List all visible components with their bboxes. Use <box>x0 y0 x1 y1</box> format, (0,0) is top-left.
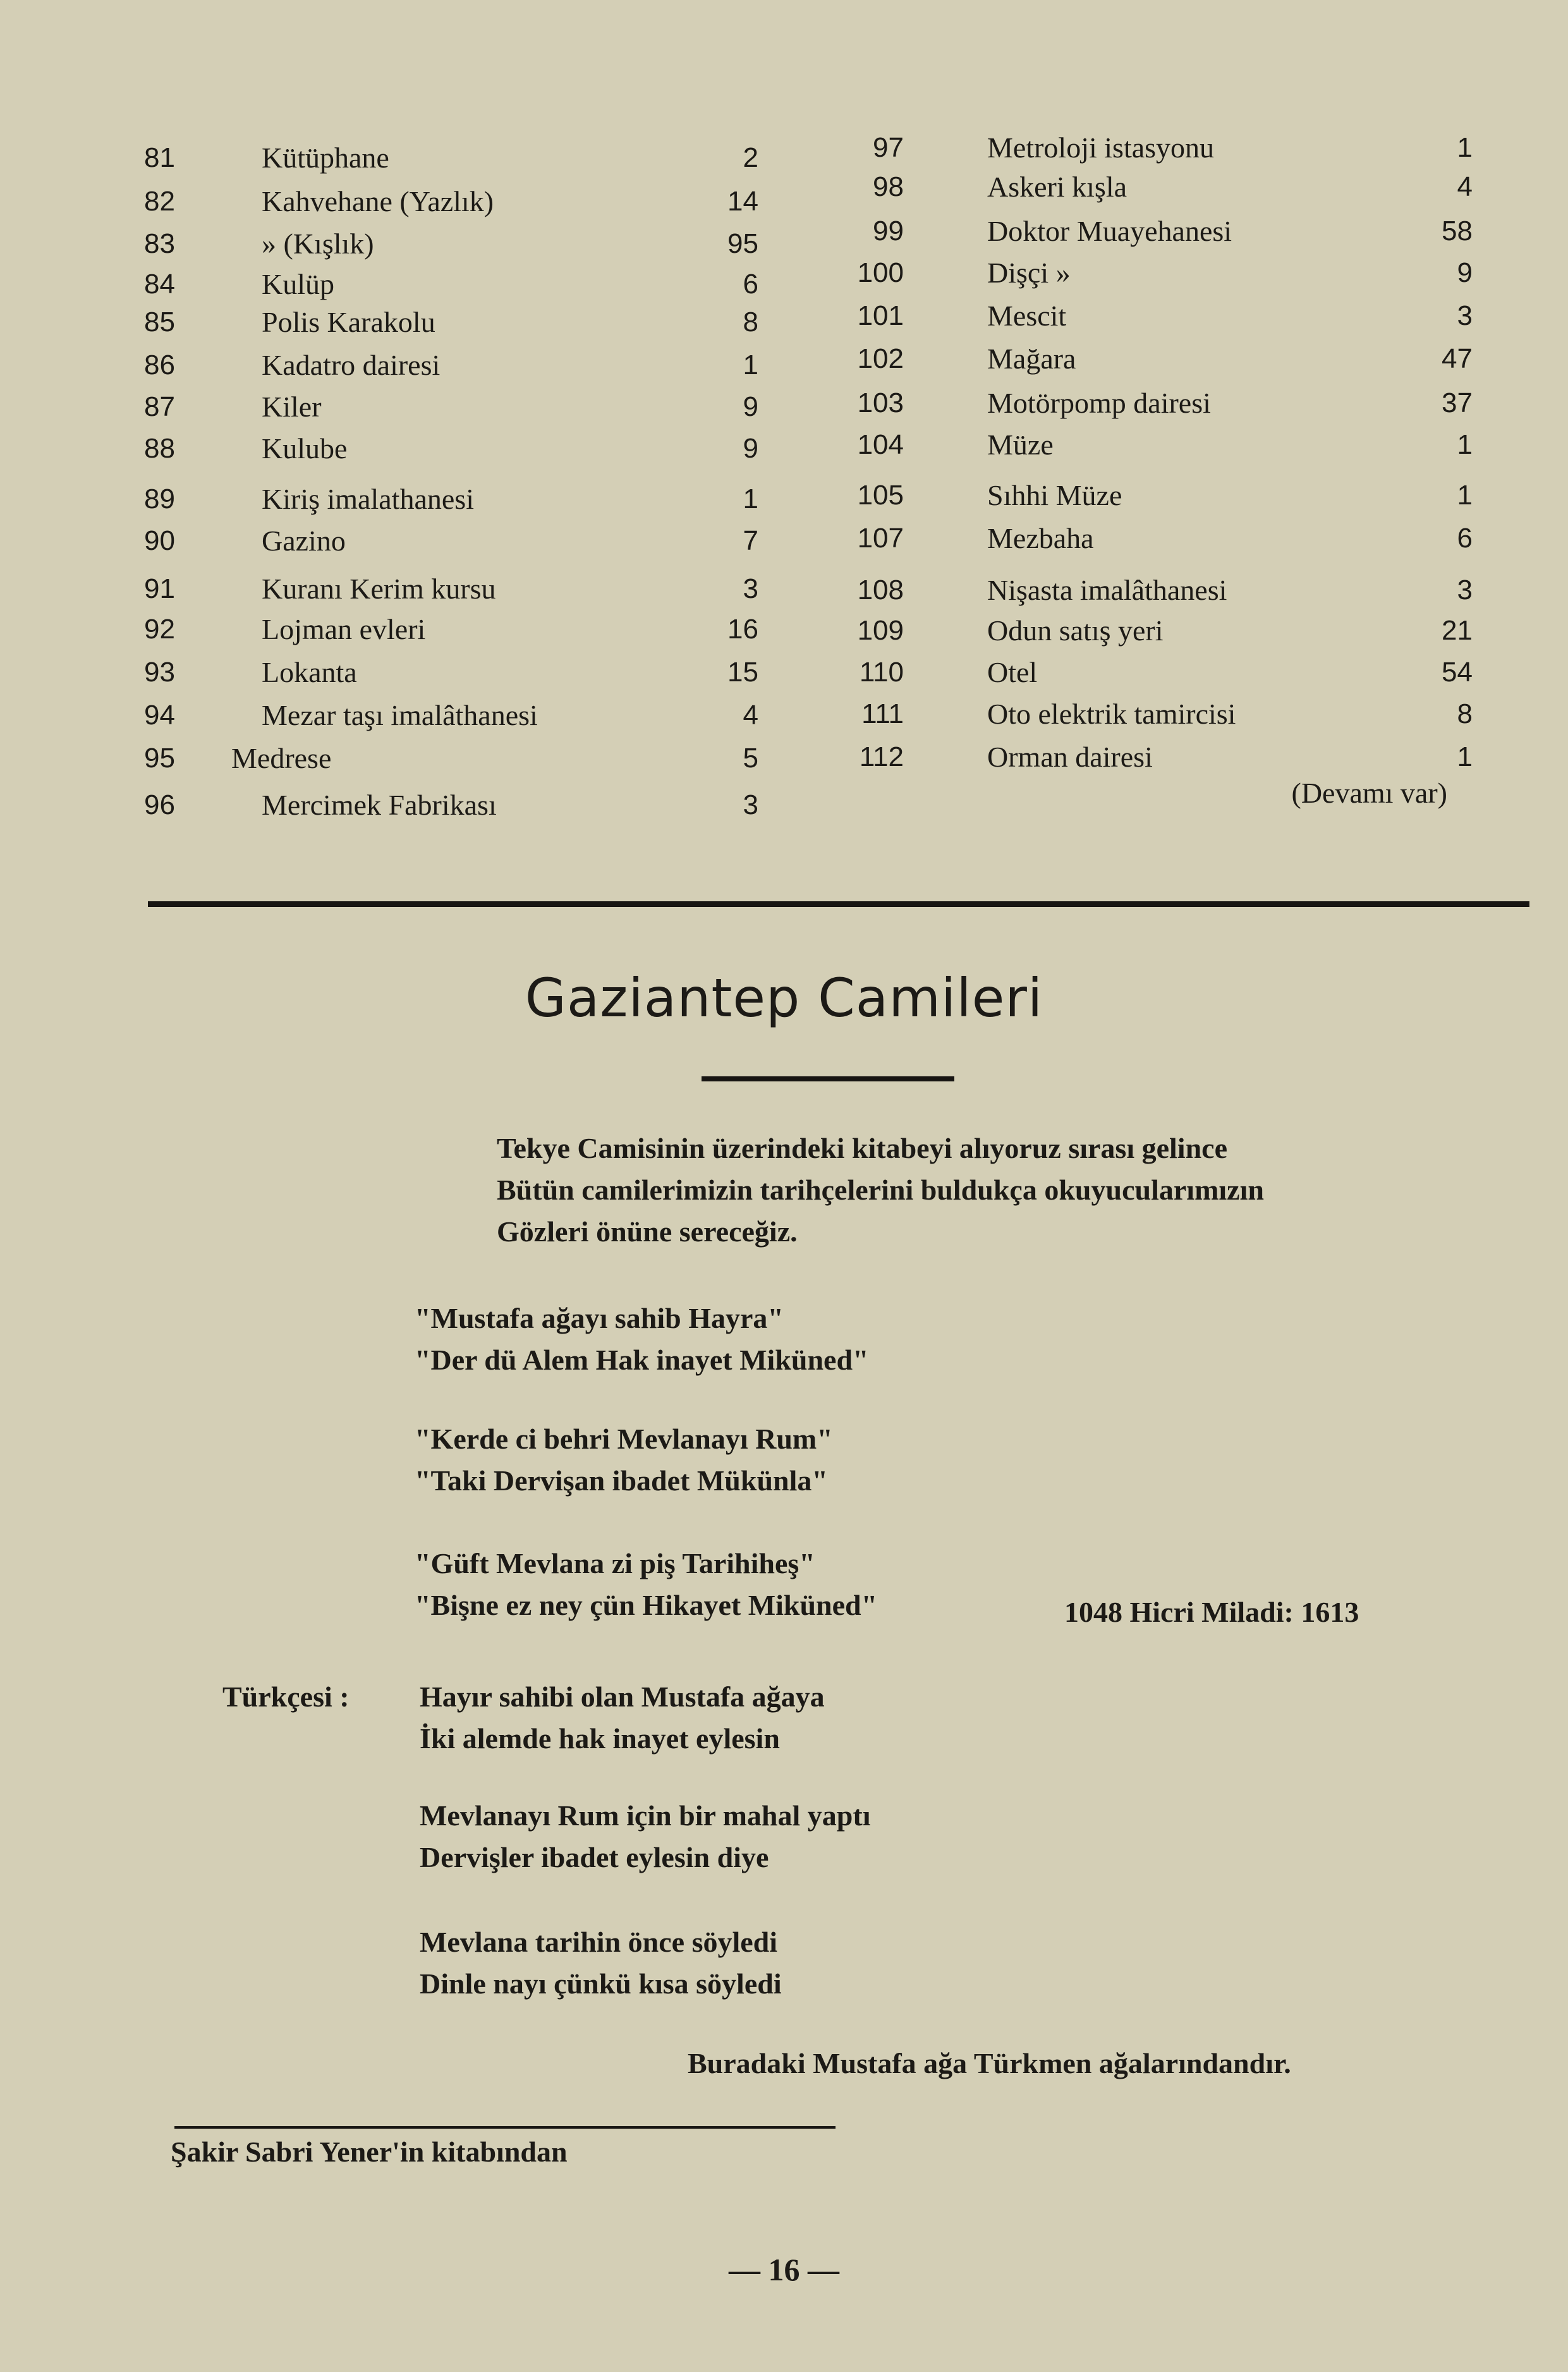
date-note: 1048 Hicri Miladi: 1613 <box>1064 1596 1359 1628</box>
row-label: Oto elektrik tamircisi <box>987 698 1236 730</box>
row-value: 9 <box>743 433 758 464</box>
row-value: 8 <box>1457 698 1473 729</box>
row-value: 9 <box>743 391 758 422</box>
row-label: Motörpomp dairesi <box>987 387 1211 419</box>
row-number: 109 <box>857 615 904 646</box>
row-label: » (Kışlık) <box>262 228 374 260</box>
row-value: 6 <box>1457 523 1473 554</box>
row-number: 102 <box>857 343 904 374</box>
row-value: 6 <box>743 269 758 300</box>
row-number: 99 <box>873 216 904 246</box>
intro-line: Gözleri önüne sereceğiz. <box>497 1215 798 1248</box>
row-value: 58 <box>1442 216 1473 246</box>
row-value: 3 <box>1457 575 1473 605</box>
row-number: 84 <box>144 269 175 300</box>
row-label: Sıhhi Müze <box>987 479 1122 511</box>
article-title: Gaziantep Camileri <box>525 967 1043 1029</box>
table-row <box>0 254 1568 292</box>
row-number: 90 <box>144 525 175 556</box>
source-divider <box>174 2126 836 2129</box>
article-note: Buradaki Mustafa ağa Türkmen ağalarındandır. <box>688 2047 1291 2079</box>
row-number: 107 <box>857 523 904 554</box>
translation-verse <box>420 1795 870 1878</box>
row-number: 87 <box>144 391 175 422</box>
row-number: 105 <box>857 480 904 511</box>
row-number: 91 <box>144 573 175 604</box>
row-value: 5 <box>743 743 758 774</box>
row-label: Mezar taşı imalâthanesi <box>262 699 538 731</box>
table-row <box>0 340 1568 378</box>
row-value: 9 <box>1457 257 1473 288</box>
row-value: 7 <box>743 525 758 556</box>
row-label: Medrese <box>231 742 332 774</box>
row-label: Askeri kışla <box>987 171 1127 203</box>
inscription-verse <box>415 1298 869 1381</box>
row-label: Lokanta <box>262 656 357 688</box>
table-row <box>0 129 1568 167</box>
translation-line: Dervişler ibadet eylesin diye <box>420 1841 769 1873</box>
row-label: Odun satış yeri <box>987 614 1164 647</box>
continued-note: (Devamı var) <box>1291 777 1447 809</box>
translation-label: Türkçesi : <box>222 1681 349 1713</box>
table-row <box>0 612 1568 650</box>
row-value: 3 <box>743 573 758 604</box>
row-value: 2 <box>743 142 758 173</box>
translation-line: Mevlanayı Rum için bir mahal yaptı <box>420 1799 871 1832</box>
row-value: 21 <box>1442 615 1473 646</box>
row-number: 101 <box>857 300 904 331</box>
intro-line: Bütün camilerimizin tarihçelerini buldukça okuyucularımızın <box>497 1174 1264 1206</box>
row-number: 88 <box>144 433 175 464</box>
intro-line: Tekye Camisinin üzerindeki kitabeyi alıyoruz sırası gelince <box>497 1132 1227 1164</box>
row-value: 14 <box>727 186 758 217</box>
table-row <box>0 520 1568 557</box>
row-label: Kütüphane <box>262 142 389 174</box>
row-label: Mercimek Fabrikası <box>262 789 497 821</box>
verse-line: "Kerde ci behri Mevlanayı Rum" <box>415 1423 833 1455</box>
table-row <box>0 695 1568 733</box>
row-number: 95 <box>144 743 175 774</box>
row-value: 47 <box>1442 343 1473 374</box>
row-label: Mescit <box>987 300 1067 332</box>
row-number: 103 <box>857 387 904 418</box>
verse-line: "Der dü Alem Hak inayet Miküned" <box>415 1344 869 1376</box>
row-label: Gazino <box>262 525 346 557</box>
row-label: Orman dairesi <box>987 741 1153 773</box>
row-number: 81 <box>144 142 175 173</box>
table-row <box>0 168 1568 206</box>
row-number: 93 <box>144 657 175 688</box>
section-divider <box>148 901 1529 907</box>
row-value: 95 <box>727 228 758 259</box>
row-value: 3 <box>743 789 758 820</box>
row-label: Müze <box>987 429 1054 461</box>
table-row <box>0 212 1568 250</box>
article-intro <box>497 1128 1264 1253</box>
row-label: Doktor Muayehanesi <box>987 215 1232 247</box>
row-value: 1 <box>1457 429 1473 460</box>
row-label: Kahvehane (Yazlık) <box>262 185 494 217</box>
translation-line: İki alemde hak inayet eylesin <box>420 1722 780 1755</box>
row-number: 112 <box>859 741 904 772</box>
row-label: Mağara <box>987 343 1076 375</box>
table-row <box>0 477 1568 514</box>
row-number: 83 <box>144 228 175 259</box>
row-label: Dişçi » <box>987 257 1071 289</box>
translation-line: Dinle nayı çünkü kısa söyledi <box>420 1968 782 2000</box>
row-number: 97 <box>873 132 904 163</box>
table-row <box>0 654 1568 691</box>
translation-line: Hayır sahibi olan Mustafa ağaya <box>420 1681 825 1713</box>
verse-line: "Güft Mevlana zi piş Tarihiheş" <box>415 1547 815 1579</box>
article-source: Şakir Sabri Yener'in kitabından <box>171 2136 568 2168</box>
row-value: 54 <box>1442 657 1473 688</box>
row-value: 4 <box>1457 171 1473 202</box>
translation-verse <box>420 1921 782 2005</box>
row-value: 1 <box>1457 132 1473 163</box>
row-label: Kuranı Kerim kursu <box>262 573 496 605</box>
row-label: Mezbaha <box>987 522 1094 554</box>
row-value: 16 <box>727 614 758 645</box>
row-number: 100 <box>857 257 904 288</box>
row-value: 15 <box>727 657 758 688</box>
inscription-verse <box>415 1418 833 1502</box>
row-value: 1 <box>743 350 758 380</box>
verse-line: "Taki Dervişan ibadet Mükünla" <box>415 1464 828 1497</box>
table-row <box>0 384 1568 422</box>
table-row <box>0 426 1568 464</box>
row-label: Polis Karakolu <box>262 306 435 338</box>
row-number: 92 <box>144 614 175 645</box>
row-number: 98 <box>873 171 904 202</box>
row-number: 111 <box>861 698 904 729</box>
translation-line: Mevlana tarihin önce söyledi <box>420 1926 778 1958</box>
row-label: Nişasta imalâthanesi <box>987 574 1227 606</box>
verse-line: "Bişne ez ney çün Hikayet Miküned" <box>415 1589 878 1621</box>
row-label: Lojman evleri <box>262 613 426 645</box>
row-number: 108 <box>857 575 904 605</box>
row-number: 86 <box>144 350 175 380</box>
title-underline <box>702 1076 954 1081</box>
translation-verse <box>420 1676 825 1760</box>
row-value: 1 <box>1457 741 1473 772</box>
row-value: 1 <box>1457 480 1473 511</box>
table-row <box>0 738 1568 776</box>
row-label: Otel <box>987 656 1038 688</box>
row-number: 96 <box>144 789 175 820</box>
row-number: 85 <box>144 307 175 338</box>
row-label: Kiriş imalathanesi <box>262 483 474 515</box>
row-label: Kiler <box>262 391 322 423</box>
row-number: 94 <box>144 700 175 731</box>
row-value: 4 <box>743 700 758 731</box>
row-label: Kulube <box>262 432 348 465</box>
row-number: 104 <box>857 429 904 460</box>
row-label: Metroloji istasyonu <box>987 131 1215 164</box>
inscription-verse <box>415 1543 877 1626</box>
row-label: Kulüp <box>262 268 334 300</box>
verse-line: "Mustafa ağayı sahib Hayra" <box>415 1302 784 1334</box>
table-row <box>0 571 1568 609</box>
row-number: 82 <box>144 186 175 217</box>
row-value: 1 <box>743 484 758 514</box>
page-number: — 16 — <box>729 2252 839 2287</box>
table-row <box>0 297 1568 335</box>
row-value: 8 <box>743 307 758 338</box>
row-value: 37 <box>1442 387 1473 418</box>
row-value: 3 <box>1457 300 1473 331</box>
row-number: 110 <box>859 657 904 688</box>
row-number: 89 <box>144 484 175 514</box>
row-label: Kadatro dairesi <box>262 349 441 381</box>
